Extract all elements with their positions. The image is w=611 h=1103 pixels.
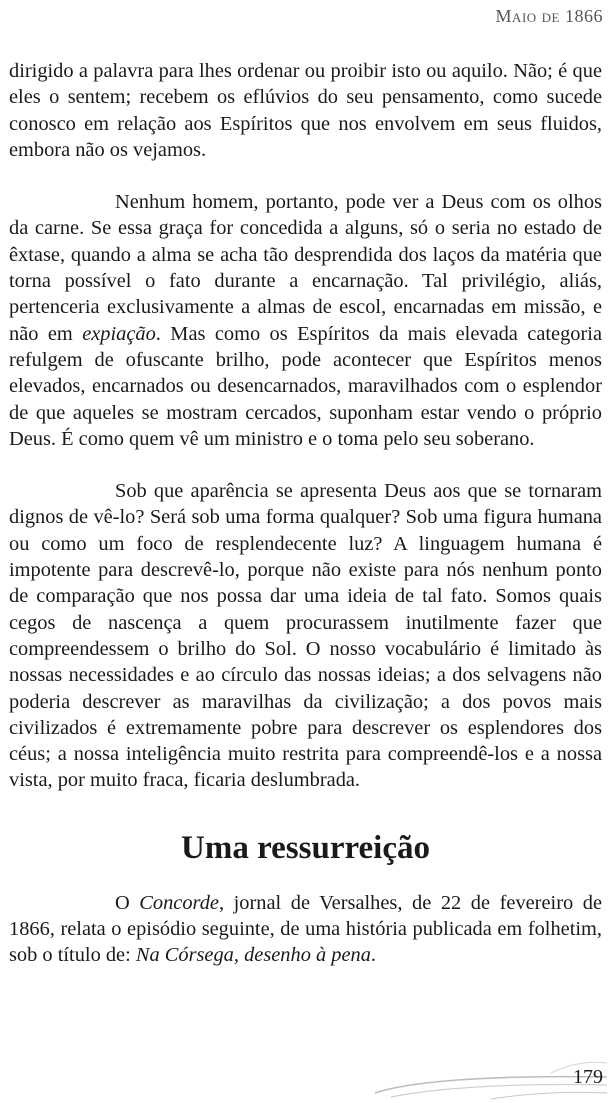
text-segment: Nenhum homem, portanto, pode ver a Deus com os olhos da carne. Se essa graça for concedida a alguns, só o seria no estado de êxtase, quando a alma se acha tão desprendida dos laços da matéria que torna possível o fato durante a encarnação. Tal privilégio, aliás, pertenceria exclusivamente a almas de escol, encarnadas em missão, e não em — [9, 191, 602, 345]
text-segment: Sob que aparência se apresenta Deus aos que se tornaram dignos de vê-lo? Será sob uma forma qualquer? Sob uma figura humana ou como um foco de resplendecente luz? A linguagem humana é impotente para descrevê-lo, porque não existe para nós nenhum ponto de comparação que nos possa dar uma ideia de tal fato. Somos quais cegos de nascença a quem procurassem inutilmente fazer que compreendessem o brilho do Sol. O nosso vocabulário é limitado às nossas necessidades e ao círculo das nossas ideias; a dos selvagens não poderia descrever as maravilhas da civilização; a dos povos mais civilizados é extremamente pobre para descrever os esplendores dos céus; a nossa inteligência muito restrita para compreendê-los e a nossa vista, por muito fraca, ficaria deslumbrada. — [9, 480, 602, 792]
text-segment: . — [370, 944, 377, 967]
text-segment: dirigido a palavra para lhes ordenar ou proibir isto ou aquilo. Não; é que eles o sentem; recebem os eflúvios do seu pensamento, como sucede conosco em relação aos Espíritos que nos envolvem em seus fluidos, embora não os vejamos. — [9, 60, 602, 161]
paragraph-1 — [9, 58, 602, 163]
text-segment: O — [115, 891, 140, 914]
page-number: 179 — [573, 1066, 603, 1088]
running-header: Maio de 1866 — [495, 6, 603, 26]
page-body — [9, 58, 602, 969]
section-heading: Uma ressurreição — [181, 829, 430, 866]
paragraph-3 — [9, 478, 602, 794]
paragraph-2 — [9, 189, 602, 452]
italic-term: expiação — [82, 322, 156, 345]
italic-newspaper-name: Concorde — [139, 891, 219, 914]
section-paragraph — [9, 890, 602, 969]
page-footer — [0, 1043, 611, 1103]
text-segment: , jornal de Versalhes, de 22 de fevereiro de 1866, relata o episódio seguinte, de uma história publicada em folhetim, sob o título de: — [9, 891, 602, 967]
italic-title: Na Córsega, desenho à pena — [135, 944, 371, 967]
text-segment: . Mas como os Espíritos da mais elevada categoria refulgem de ofuscante brilho, pode acontecer que Espíritos menos elevados, encarnados ou desencarnados, maravilhados com o esplendor de que aqueles se mostram cercados, suponham estar vendo o próprio Deus. É como quem vê um ministro e o toma pelo seu soberano. — [9, 322, 602, 450]
